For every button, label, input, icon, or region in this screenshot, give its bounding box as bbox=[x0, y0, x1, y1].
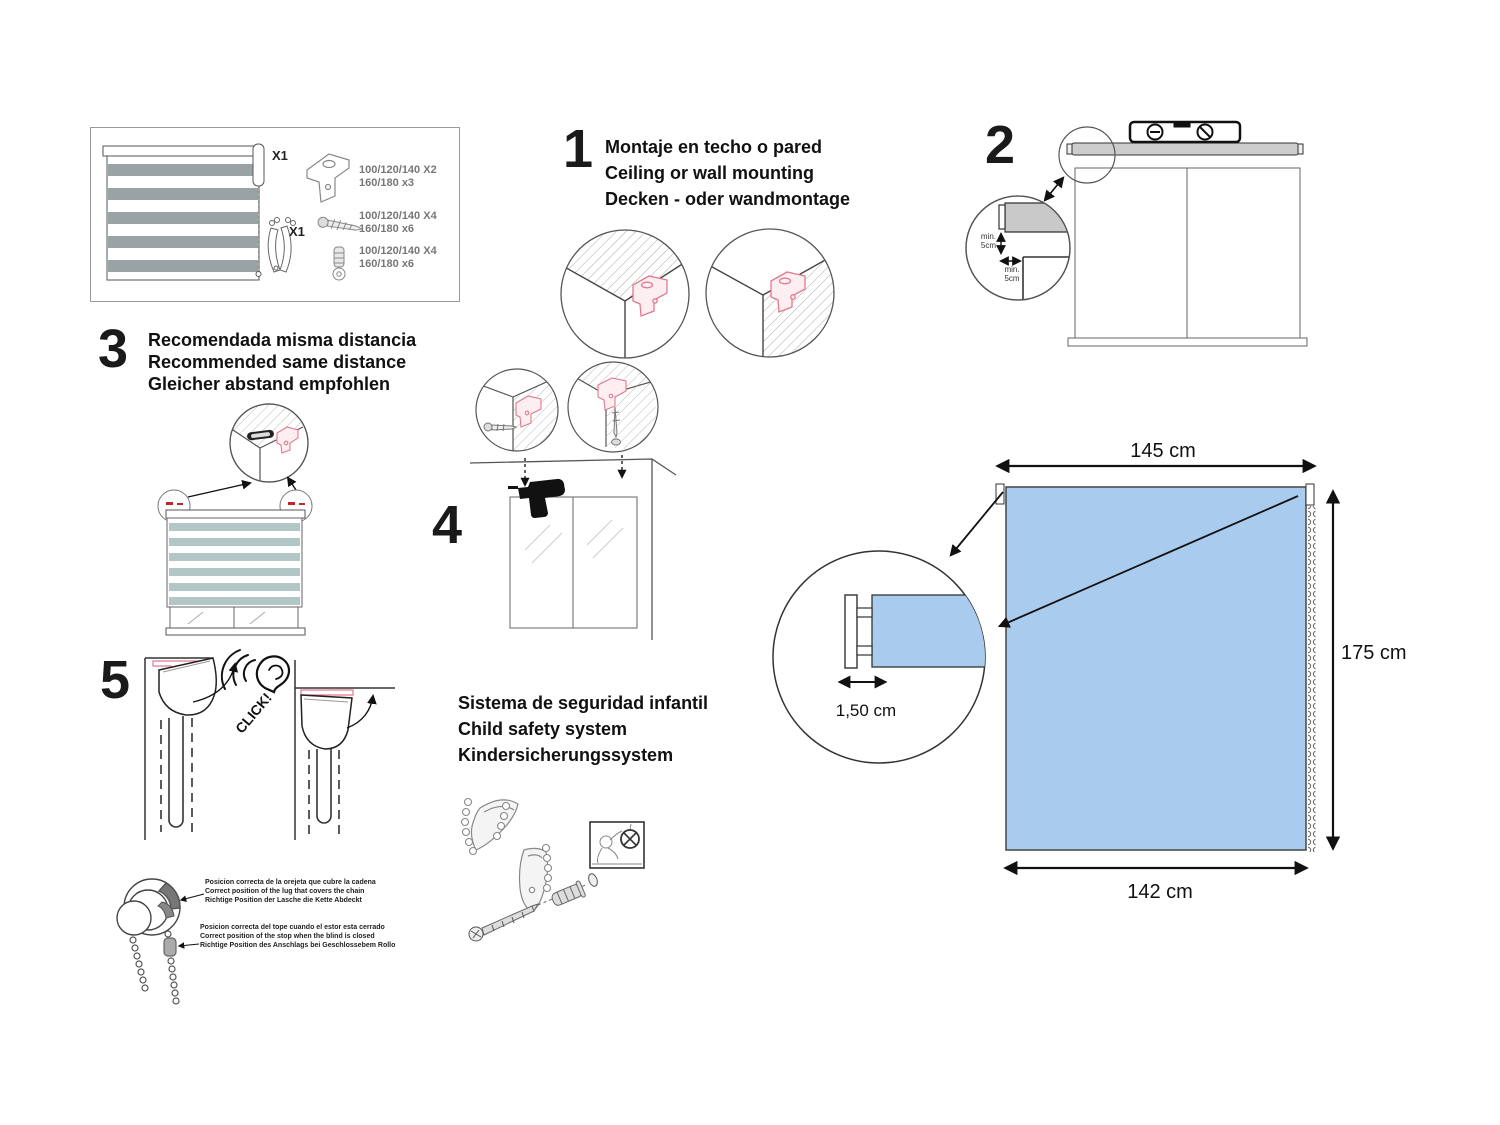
bracket-plate bbox=[845, 595, 857, 668]
pink-rail-right bbox=[301, 690, 353, 695]
child-safety-illustration bbox=[440, 778, 685, 988]
step1-text: Montaje en techo o pared Ceiling or wall mounting Decken - oder wandmontage bbox=[605, 137, 851, 209]
click-label: CLICK! bbox=[232, 689, 275, 737]
step3-text: Recomendada misma distancia Recommended same distance Gleicher abstand empfohlen bbox=[148, 330, 417, 394]
spirit-level-icon bbox=[1130, 122, 1240, 142]
mount-screw bbox=[469, 904, 538, 941]
chain-qty-label: X1 bbox=[289, 224, 305, 239]
child-warning-inset bbox=[590, 822, 644, 868]
side-chain bbox=[1308, 506, 1316, 852]
step5-illustration bbox=[95, 648, 405, 878]
chain-tensioner-top bbox=[471, 800, 518, 850]
bracket-icon bbox=[307, 154, 349, 202]
window bbox=[1068, 168, 1307, 346]
step2-number: 2 bbox=[985, 115, 1014, 175]
blind-fabric bbox=[1006, 487, 1306, 850]
screw-horizontal bbox=[484, 423, 516, 431]
min-clearance-horizontal: min. 5cm bbox=[1004, 265, 1020, 283]
step1-number: 1 bbox=[563, 119, 592, 179]
bracket-gap-label: 1,50 cm bbox=[835, 701, 897, 720]
step3-illustration bbox=[130, 385, 400, 650]
bead-chain-right-with-stop bbox=[164, 931, 179, 1004]
bracket-tab-right bbox=[1306, 484, 1314, 505]
stopper-note-lug: Posicion correcta de la orejeta que cubre la cadena Correct position of the lug that covers the chain Richtige Position der Lasche die Kette Abdeckt bbox=[205, 879, 376, 904]
step3-number: 3 bbox=[98, 319, 127, 379]
chain-knob bbox=[117, 879, 180, 935]
wall-plug-icon bbox=[333, 247, 345, 280]
step1-mount-detail bbox=[555, 223, 845, 373]
bead-chain-left bbox=[130, 937, 148, 991]
blind-qty-label: X1 bbox=[272, 148, 288, 163]
cassette-right bbox=[301, 695, 352, 749]
step4-number: 4 bbox=[432, 495, 461, 555]
screw-qty: 100/120/140 X4 160/180 x6 bbox=[359, 210, 437, 235]
top-width-label: 145 cm bbox=[1130, 440, 1196, 462]
parts-box bbox=[90, 127, 460, 302]
chain-right bbox=[309, 749, 339, 836]
step2-illustration bbox=[960, 110, 1330, 360]
plug-collar bbox=[587, 873, 599, 888]
bracket-tab-left bbox=[996, 484, 1004, 504]
screw-icon bbox=[317, 217, 362, 234]
stopper-note-stop: Posicion correcta del tope cuando el estor esta cerrado Correct position of the stop when the blind is closed Richtige Position des Anschlags bei Geschlossebem Rollo bbox=[200, 924, 396, 949]
min-clearance-vertical: min. 5cm bbox=[980, 232, 996, 250]
step5-number: 5 bbox=[100, 650, 129, 710]
window-step4 bbox=[510, 497, 637, 628]
child-safety-text: Sistema de seguridad infantil Child safety system Kindersicherungssystem bbox=[458, 693, 709, 765]
blind-icon bbox=[103, 144, 264, 280]
mount-plug bbox=[550, 880, 586, 908]
plug-qty: 100/120/140 X4 160/180 x6 bbox=[359, 245, 437, 270]
bottom-width-label: 142 cm bbox=[1127, 881, 1193, 903]
pink-bracket-ceiling bbox=[633, 276, 667, 316]
roller-tube bbox=[1067, 143, 1303, 155]
ear-icon bbox=[257, 656, 289, 692]
height-label: 175 cm bbox=[1341, 642, 1407, 664]
striped-blind bbox=[166, 510, 305, 635]
step4-illustration bbox=[440, 355, 730, 655]
bracket-qty: 100/120/140 X2 160/180 x3 bbox=[359, 164, 437, 189]
dimension-diagram bbox=[760, 430, 1460, 925]
chain-left bbox=[161, 716, 192, 832]
